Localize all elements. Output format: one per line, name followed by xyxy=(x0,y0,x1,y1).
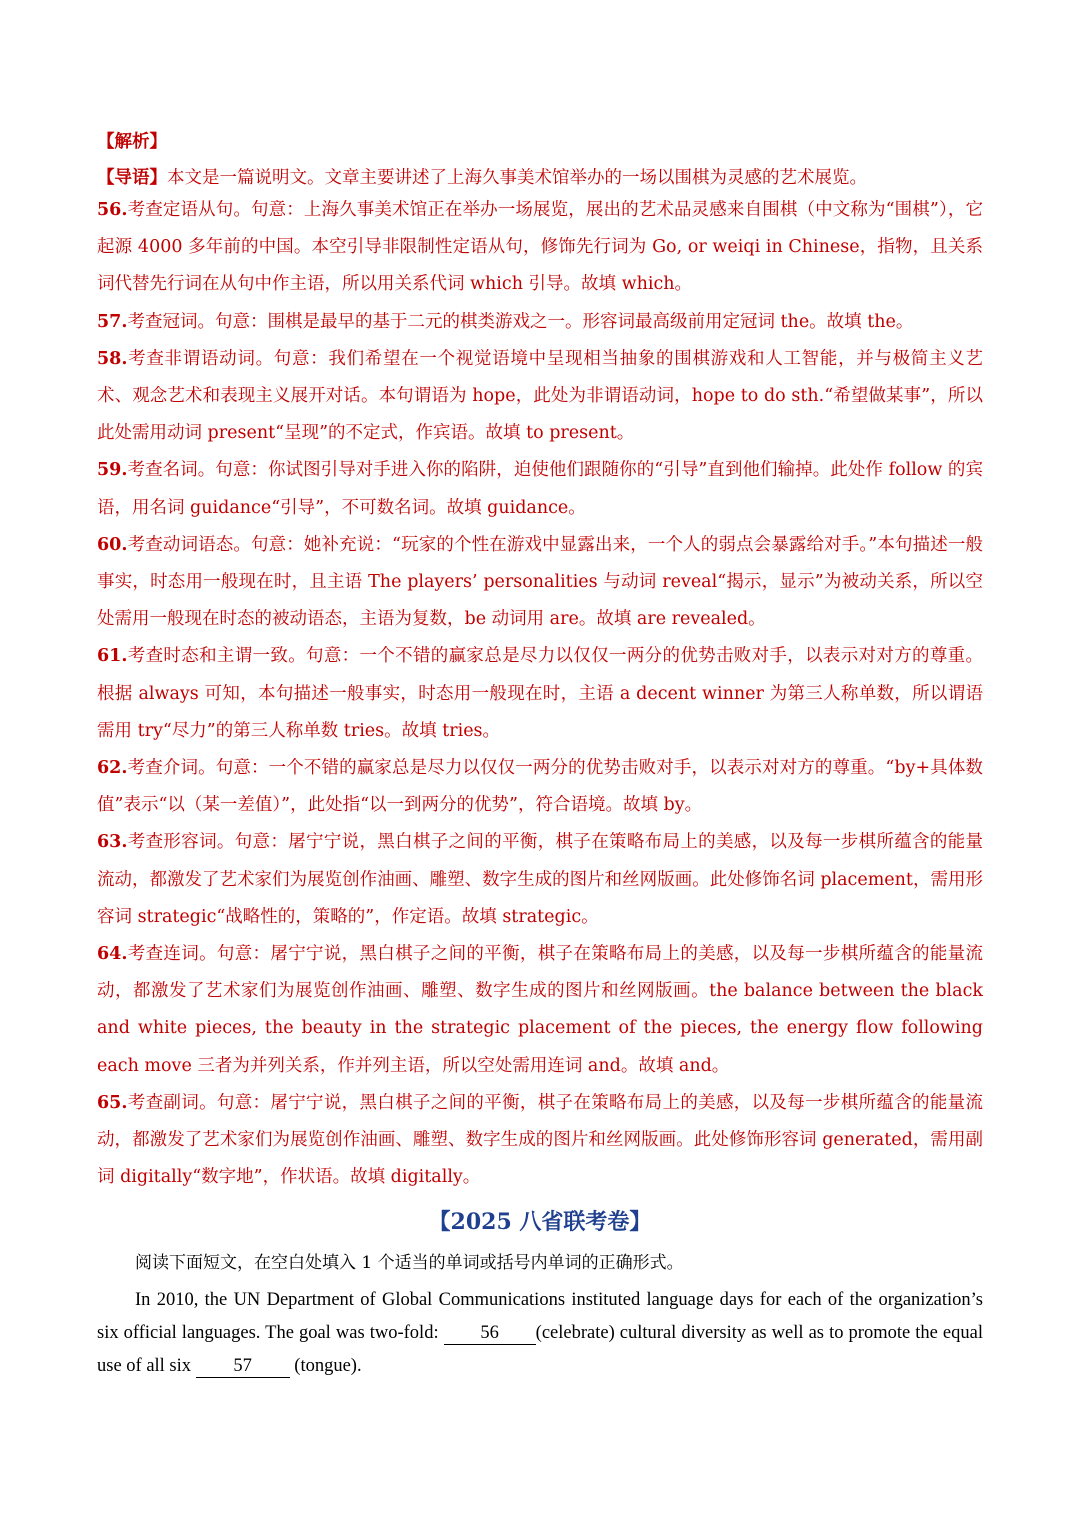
answer-number: 63. xyxy=(97,832,128,853)
answer-text: 考查冠词。句意：围棋是最早的基于二元的棋类游戏之一。形容词最高级前用定冠词 the。故填 the。 xyxy=(127,311,914,332)
answer-number: 64. xyxy=(97,944,128,965)
answer-item xyxy=(97,192,983,304)
answer-item xyxy=(97,824,983,936)
answer-number: 62. xyxy=(97,758,128,779)
passage-part-3: (tongue). xyxy=(289,1356,362,1377)
analysis-heading: 【解析】 xyxy=(97,132,167,152)
answer-number: 59. xyxy=(97,460,128,481)
answer-number: 60. xyxy=(97,534,128,555)
answer-number: 56. xyxy=(97,200,128,220)
answer-list xyxy=(97,192,983,1196)
guide-paragraph xyxy=(97,164,983,192)
answer-text: 考查非谓语动词。句意：我们希望在一个视觉语境中呈现相当抽象的围棋游戏和人工智能，并与极简主义艺术、观念艺术和表现主义展开对话。本句谓语为 hope，此处为非谓语动词，hope to do sth.“希望做某事”，所以此处需用动词 present“呈现”的不定式，作宾语。故填 to present。 xyxy=(97,348,983,444)
answer-text: 考查形容词。句意：屠宁宁说，黑白棋子之间的平衡，棋子在策略布局上的美感，以及每一步棋所蕴含的能量流动，都激发了艺术家们为展览创作油画、雕塑、数字生成的图片和丝网版画。此处修饰名词 placement，需用形容词 strategic“战略性的，策略的”，作定语。故填 strategic。 xyxy=(97,832,983,927)
passage-part-2: (celebrate) cultural diversity as well as to promote the equal use of all six xyxy=(97,1323,983,1377)
answer-item xyxy=(97,750,983,824)
answer-text: 考查连词。句意：屠宁宁说，黑白棋子之间的平衡，棋子在策略布局上的美感，以及每一步棋所蕴含的能量流动，都激发了艺术家们为展览创作油画、雕塑、数字生成的图片和丝网版画。the balance between the black and white pieces, the beauty in the strategic placement of the pieces, the energy flow following each move 三者为并列关系，作并列主语，所以空处需用连词 and。故填 and。 xyxy=(97,944,983,1076)
answer-item xyxy=(97,304,983,341)
passage-paragraph xyxy=(97,1284,983,1383)
guide-text: 本文是一篇说明文。文章主要讲述了上海久事美术馆举办的一场以围棋为灵感的艺术展览。 xyxy=(167,168,867,188)
answer-number: 57. xyxy=(97,311,128,332)
answer-text: 考查时态和主谓一致。句意：一个不错的赢家总是尽力以仅仅一两分的优势击败对手，以表示对对方的尊重。根据 always 可知，本句描述一般事实，时态用一般现在时，主语 a decent winner 为第三人称单数，所以谓语需用 try“尽力”的第三人称单数 tries。故填 tries。 xyxy=(97,646,983,741)
answer-item xyxy=(97,341,983,453)
section-title: 【2025 八省联考卷】 xyxy=(428,1209,652,1236)
answer-number: 58. xyxy=(97,348,128,369)
answer-item xyxy=(97,1085,983,1197)
blank-56[interactable]: 56 xyxy=(444,1322,536,1345)
answer-text: 考查定语从句。句意：上海久事美术馆正在举办一场展览，展出的艺术品灵感来自围棋（中文称为“围棋”），它起源 4000 多年前的中国。本空引导非限制性定语从句，修饰先行词为 Go, or weiqi in Chinese，指物，且关系词代替先行词在从句中作主语，所以用关系代词 which 引导。故填 which。 xyxy=(97,200,983,295)
answer-item xyxy=(97,936,983,1085)
instruction-text: 阅读下面短文，在空白处填入 1 个适当的单词或括号内单词的正确形式。 xyxy=(135,1253,684,1274)
guide-label: 【导语】 xyxy=(97,168,167,188)
passage-part-1: In 2010, the UN Department of Global Communications instituted language days for each of the organization’s six official languages. The goal was two-fold: xyxy=(97,1290,983,1344)
answer-text: 考查名词。句意：你试图引导对手进入你的陷阱，迫使他们跟随你的“引导”直到他们输掉。此处作 follow 的宾语，用名词 guidance“引导”，不可数名词。故填 guidance。 xyxy=(97,460,983,518)
answer-number: 65. xyxy=(97,1092,128,1113)
answer-number: 61. xyxy=(97,646,128,667)
answer-text: 考查介词。句意：一个不错的赢家总是尽力以仅仅一两分的优势击败对手，以表示对对方的尊重。“by+具体数值”表示“以（某一差值）”，此处指“以一到两分的优势”，符合语境。故填 by。 xyxy=(97,758,983,816)
answer-text: 考查副词。句意：屠宁宁说，黑白棋子之间的平衡，棋子在策略布局上的美感，以及每一步棋所蕴含的能量流动，都激发了艺术家们为展览创作油画、雕塑、数字生成的图片和丝网版画。此处修饰形容词 generated，需用副词 digitally“数字地”，作状语。故填 digitally。 xyxy=(97,1092,983,1188)
document-page xyxy=(97,128,983,1383)
answer-item xyxy=(97,638,983,750)
answer-text: 考查动词语态。句意：她补充说：“玩家的个性在游戏中显露出来，一个人的弱点会暴露给对手。”本句描述一般事实，时态用一般现在时，且主语 The players’ personalities 与动词 reveal“揭示，显示”为被动关系，所以空处需用一般现在时态的被动语态，主语为复数，be 动词用 are。故填 are revealed。 xyxy=(97,534,983,630)
answer-item xyxy=(97,452,983,526)
answer-item xyxy=(97,527,983,639)
blank-57[interactable]: 57 xyxy=(196,1355,290,1378)
